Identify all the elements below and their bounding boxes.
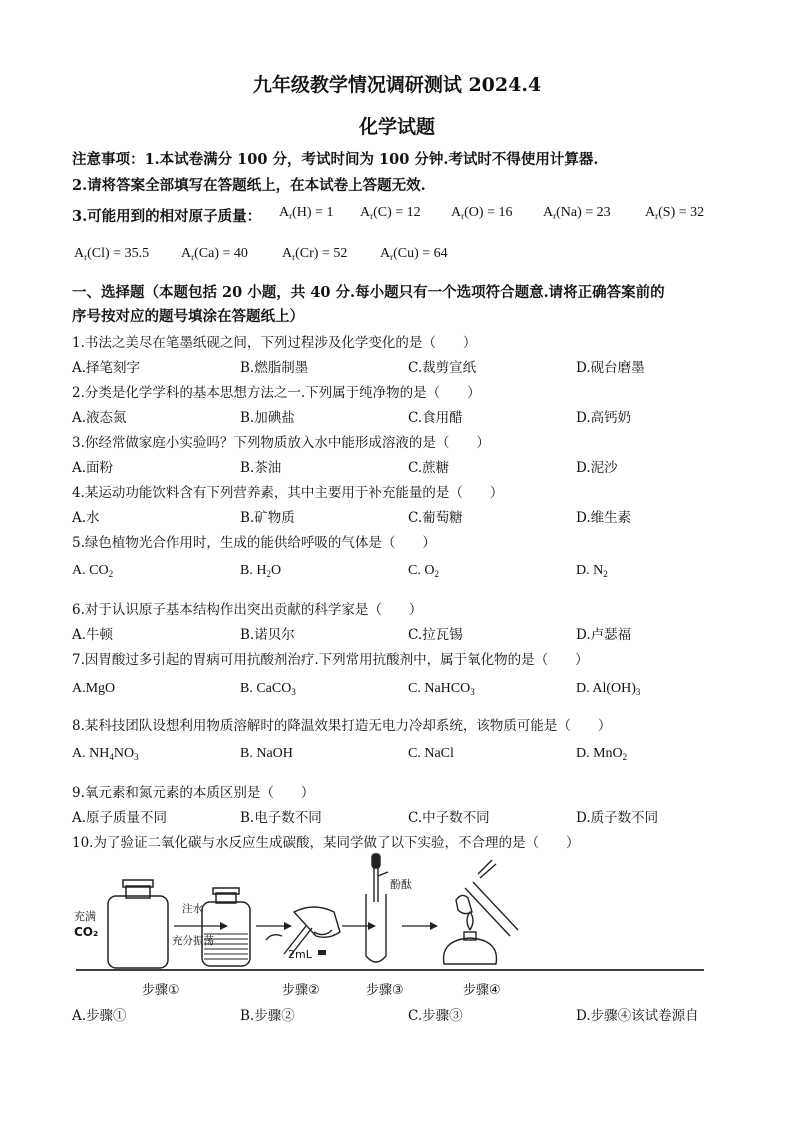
question-8-stem: 8.某科技团队设想利用物质溶解时的降温效果打造无电力冷却系统，该物质可能是（ ） xyxy=(72,718,612,734)
label-phenolphthalein: 酚酞 xyxy=(390,878,412,891)
q2-option-a: A.液态氮 xyxy=(72,410,127,426)
q2-option-c: C.食用醋 xyxy=(408,410,463,426)
question-7-stem: 7.因胃酸过多引起的胃病可用抗酸剂治疗.下列常用抗酸剂中，属于氧化物的是（ ） xyxy=(72,652,589,668)
notes-line-2: 2.请将答案全部填写在答题纸上，在本试卷上答题无效. xyxy=(72,177,426,194)
q4-option-c: C.葡萄糖 xyxy=(408,510,463,526)
q9-option-b: B.电子数不同 xyxy=(240,810,322,826)
section-heading-2: 序号按对应的题号填涂在答题纸上） xyxy=(72,308,304,325)
q6-option-d: D.卢瑟福 xyxy=(576,627,632,643)
q3-option-c: C.蔗糖 xyxy=(408,460,450,476)
notes-line-1: 注意事项：1.本试卷满分 100 分，考试时间为 100 分钟.考试时不得使用计算器. xyxy=(72,151,599,168)
test-tube-dropper-illustration xyxy=(366,854,388,962)
question-9-stem: 9.氧元素和氮元素的本质区别是（ ） xyxy=(72,785,315,801)
q7-option-a: A.MgO xyxy=(72,681,116,696)
q6-option-c: C.拉瓦锡 xyxy=(408,627,463,643)
question-10-stem: 10.为了验证二氧化碳与水反应生成碳酸，某同学做了以下实验，不合理的是（ ） xyxy=(72,835,580,851)
mass-c: $A_r(C) = 12$ xyxy=(360,205,421,221)
q9-option-d: D.质子数不同 xyxy=(576,810,659,826)
mass-cu: $A_r(Cu) = 64$ xyxy=(380,246,448,262)
q2-option-d: D.高钙奶 xyxy=(576,410,632,426)
step-2-label: 步骤② xyxy=(282,983,320,998)
label-add-water: 注水 xyxy=(182,903,203,915)
label-co2: CO₂ xyxy=(74,925,99,939)
q3-option-d: D.泥沙 xyxy=(576,460,618,476)
mass-o: $A_r(O) = 16$ xyxy=(451,205,513,221)
q10-option-b: B.步骤② xyxy=(240,1008,295,1024)
section-heading-1: 一、选择题（本题包括 20 小题，共 40 分.每小题只有一个选项符合题意.请将正确答案前的 xyxy=(72,284,665,301)
q10-option-c: C.步骤③ xyxy=(408,1008,463,1024)
q6-option-b: B.诺贝尔 xyxy=(240,627,295,643)
mass-s: $A_r(S) = 32$ xyxy=(645,205,705,221)
q7-option-c: C. NaHCO$_3$ xyxy=(408,681,475,697)
label-full: 充满 xyxy=(74,910,96,923)
subject-title: 化学试题 xyxy=(358,116,435,138)
question-2-stem: 2.分类是化学学科的基本思想方法之一.下列属于纯净物的是（ ） xyxy=(72,385,481,401)
question-6-stem: 6.对于认识原子基本结构作出突出贡献的科学家是（ ） xyxy=(72,602,423,618)
question-1-stem: 1.书法之美尽在笔墨纸砚之间，下列过程涉及化学变化的是（ ） xyxy=(72,335,477,351)
mass-cl: $A_r(Cl) = 35.5$ xyxy=(74,246,150,262)
q1-option-c: C.裁剪宣纸 xyxy=(408,360,477,376)
alcohol-lamp-illustration xyxy=(444,860,518,964)
mass-cr: $A_r(Cr) = 52$ xyxy=(282,246,348,262)
mass-na: $A_r(Na) = 23$ xyxy=(543,205,611,221)
q3-option-a: A.面粉 xyxy=(72,460,114,476)
step-4-label: 步骤④ xyxy=(463,983,501,998)
mass-h: $A_r(H) = 1$ xyxy=(279,205,334,221)
q8-option-b: B. NaOH xyxy=(240,746,293,761)
q1-option-d: D.砚台磨墨 xyxy=(576,360,645,376)
q9-option-a: A.原子质量不同 xyxy=(72,810,168,826)
experiment-figure xyxy=(70,852,710,1000)
bottle-co2-illustration xyxy=(108,880,168,968)
q8-option-c: C. NaCl xyxy=(408,746,454,761)
q4-option-b: B.矿物质 xyxy=(240,510,295,526)
step-1-label: 步骤① xyxy=(142,983,180,998)
q5-option-c: C. $O_2$ xyxy=(408,563,439,579)
mass-ca: $A_r(Ca) = 40$ xyxy=(181,246,248,262)
q4-option-d: D.维生素 xyxy=(576,510,632,526)
q1-option-b: B.燃脂制墨 xyxy=(240,360,309,376)
exam-title: 九年级教学情况调研测试 2024.4 xyxy=(252,74,542,96)
label-2ml: 2mL xyxy=(288,948,312,961)
q5-option-d: D. $N_2$ xyxy=(576,563,608,579)
step-3-label: 步骤③ xyxy=(366,983,404,998)
q5-option-a: A. $CO_2$ xyxy=(72,563,114,579)
q10-option-a: A.步骤① xyxy=(72,1008,127,1024)
q9-option-c: C.中子数不同 xyxy=(408,810,490,826)
q1-option-a: A.择笔刻字 xyxy=(72,360,141,376)
q8-option-a: A. $NH_4NO_3$ xyxy=(72,746,139,762)
q8-option-d: D. MnO$_2$ xyxy=(576,746,628,762)
notes-line-3: 3.可能用到的相对原子质量： xyxy=(72,208,262,225)
q7-option-b: B. CaCO$_3$ xyxy=(240,681,296,697)
question-5-stem: 5.绿色植物光合作用时，生成的能供给呼吸的气体是（ ） xyxy=(72,535,436,551)
q2-option-b: B.加碘盐 xyxy=(240,410,295,426)
q6-option-a: A.牛顿 xyxy=(72,627,114,643)
question-3-stem: 3.你经常做家庭小实验吗？下列物质放入水中能形成溶液的是（ ） xyxy=(72,435,490,451)
q7-option-d: D. $Al(OH)_3$ xyxy=(576,681,641,697)
q5-option-b: B. $H_2O$ xyxy=(240,563,282,579)
q3-option-b: B.茶油 xyxy=(240,460,282,476)
q4-option-a: A.水 xyxy=(72,510,100,526)
q10-option-d: D.步骤④该试卷源自 xyxy=(576,1008,699,1024)
label-shake: 充分振荡 xyxy=(172,935,214,947)
question-4-stem: 4.某运动功能饮料含有下列营养素，其中主要用于补充能量的是（ ） xyxy=(72,485,504,501)
